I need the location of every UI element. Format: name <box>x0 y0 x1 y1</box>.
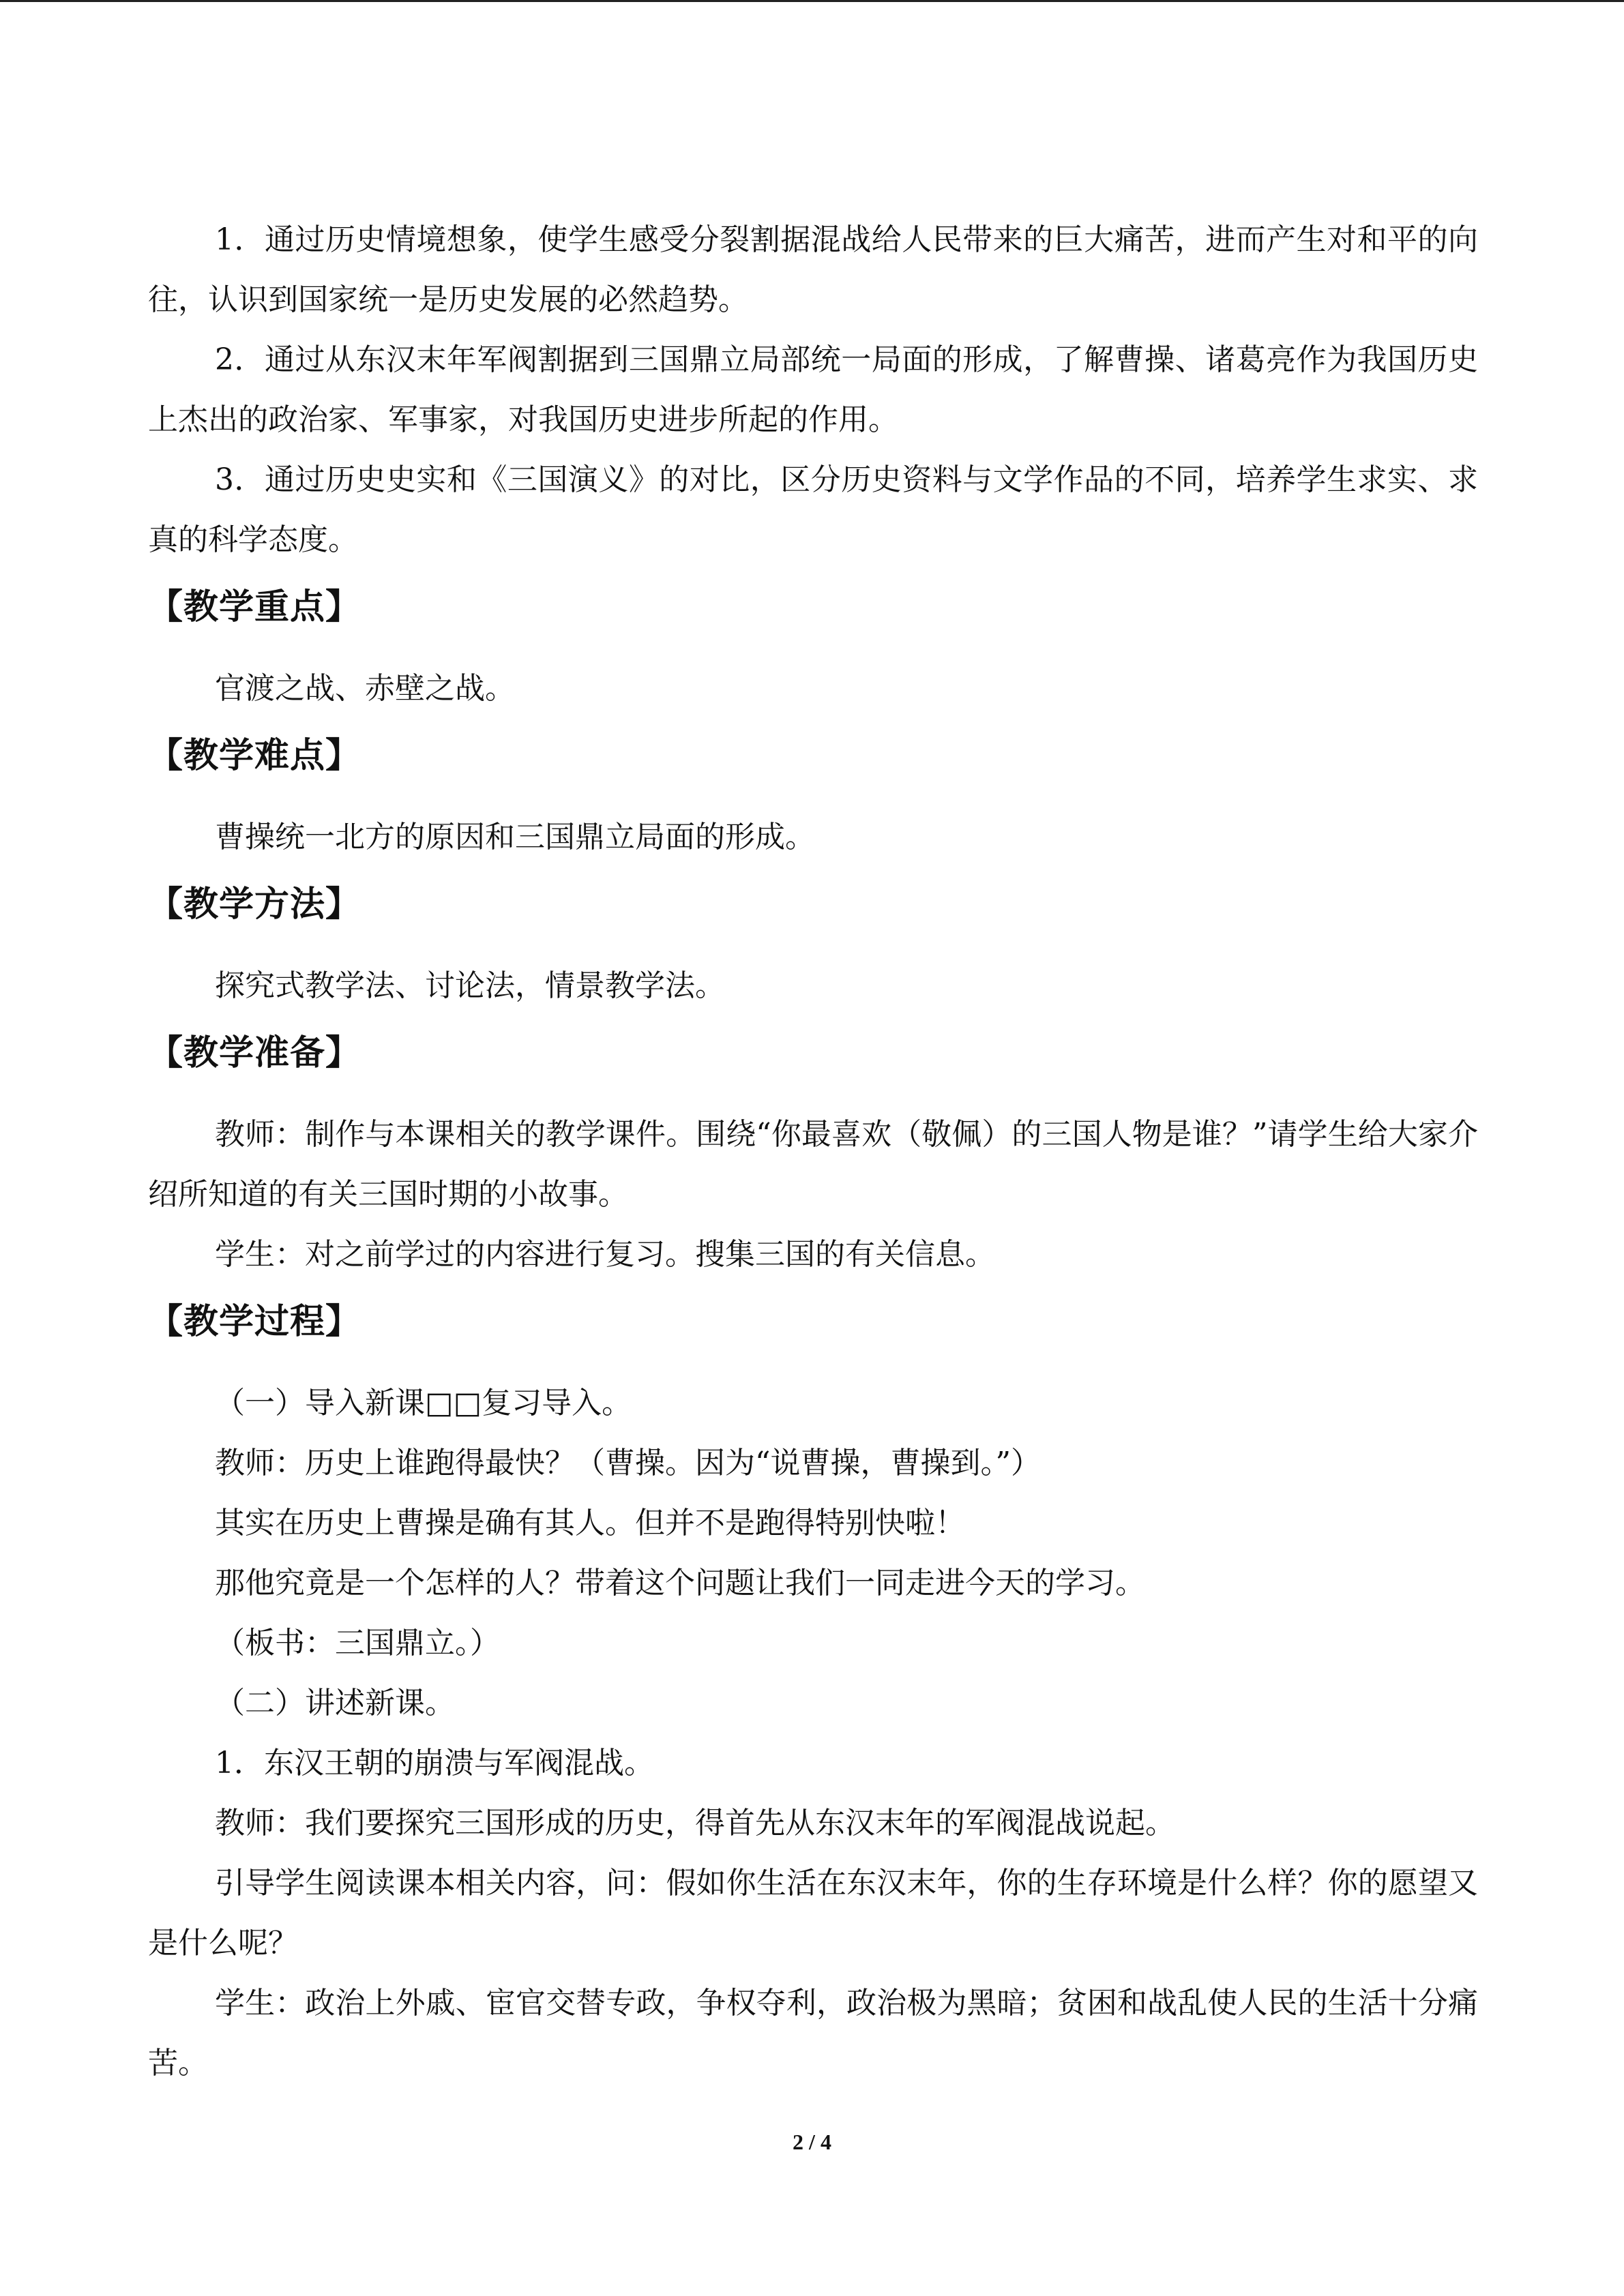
heading-preparation: 【教学准备】 <box>148 1033 361 1073</box>
preparation-student: 学生：对之前学过的内容进行复习。搜集三国的有关信息。 <box>215 1237 995 1272</box>
heading-difficulties: 【教学难点】 <box>148 736 361 776</box>
process-line: 教师：我们要探究三国形成的历史，得首先从东汉末年的军阀混战说起。 <box>215 1806 1175 1840</box>
difficulties-text: 曹操统一北方的原因和三国鼎立局面的形成。 <box>215 820 815 854</box>
heading-methods: 【教学方法】 <box>148 884 361 925</box>
process-line: 学生：政治上外戚、宦官交替专政，争权夺利，政治极为黑暗；贫困和战乱使人民的生活十分痛苦。 <box>148 1986 1478 2081</box>
key-points-text: 官渡之战、赤壁之战。 <box>215 671 515 706</box>
process-line: （板书：三国鼎立。） <box>215 1626 500 1660</box>
process-line: 引导学生阅读课本相关内容，问：假如你生活在东汉末年，你的生存环境是什么样？你的愿望又是什么呢？ <box>148 1866 1478 1960</box>
page-content <box>148 210 1478 2093</box>
process-line: （二）讲述新课。 <box>215 1686 455 1720</box>
process-line: （一）导入新课□□复习导入。 <box>215 1386 632 1420</box>
process-line: 教师：历史上谁跑得最快？（曹操。因为“说曹操，曹操到。”） <box>215 1446 1041 1480</box>
process-line: 其实在历史上曹操是确有其人。但并不是跑得特别快啦！ <box>215 1506 965 1540</box>
objective-3: 3．通过历史史实和《三国演义》的对比，区分历史资料与文学作品的不同，培养学生求实、求真的科学态度。 <box>148 462 1478 557</box>
page-number: 2 / 4 <box>793 2130 831 2154</box>
methods-text: 探究式教学法、讨论法，情景教学法。 <box>215 968 725 1003</box>
process-line: 1．东汉王朝的崩溃与军阀混战。 <box>215 1746 654 1780</box>
preparation-teacher: 教师：制作与本课相关的教学课件。围绕“你最喜欢（敬佩）的三国人物是谁？”请学生给大家介绍所知道的有关三国时期的小故事。 <box>148 1117 1478 1212</box>
heading-key-points: 【教学重点】 <box>148 587 361 627</box>
objective-2: 2．通过从东汉末年军阀割据到三国鼎立局部统一局面的形成，了解曹操、诸葛亮作为我国历史上杰出的政治家、军事家，对我国历史进步所起的作用。 <box>148 342 1478 437</box>
heading-process: 【教学过程】 <box>148 1302 361 1342</box>
process-line: 那他究竟是一个怎样的人？带着这个问题让我们一同走进今天的学习。 <box>215 1566 1145 1600</box>
objective-1: 1．通过历史情境想象，使学生感受分裂割据混战给人民带来的巨大痛苦，进而产生对和平的向往，认识到国家统一是历史发展的必然趋势。 <box>148 222 1478 317</box>
